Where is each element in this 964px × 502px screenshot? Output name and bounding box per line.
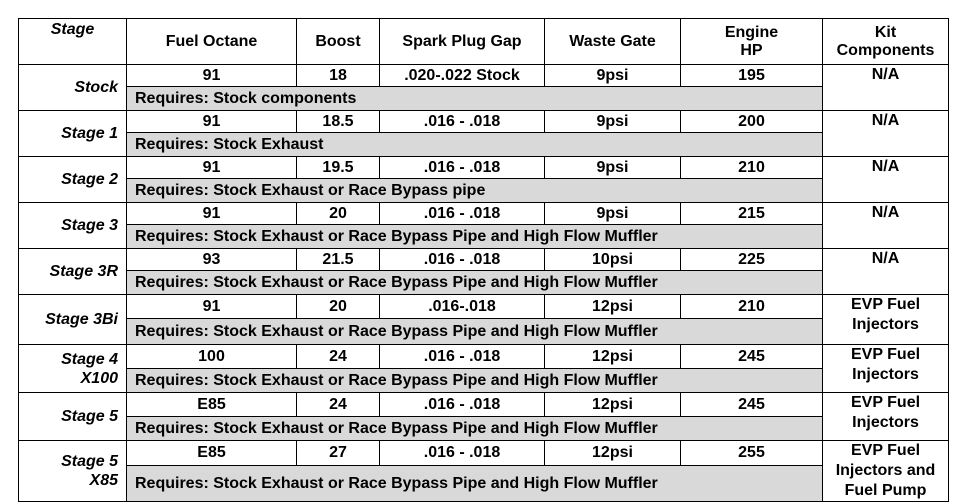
boost-cell: 21.5 [297,249,380,271]
spark-plug-gap-cell: .016 - .018 [380,111,545,133]
table-row [19,65,949,87]
requirements-cell: Requires: Stock Exhaust or Race Bypass Pipe and High Flow Muffler [127,225,823,249]
boost-cell: 19.5 [297,157,380,179]
requirements-row [19,133,949,157]
kit-components-cell [823,65,949,111]
waste-gate-cell: 9psi [545,203,681,225]
waste-gate-cell: 10psi [545,249,681,271]
fuel-octane-cell: E85 [127,441,297,466]
stage-cell [19,157,127,203]
table-row [19,111,949,133]
stage-cell [19,441,127,502]
table-row [19,441,949,466]
stage-cell [19,249,127,295]
stage-name: Stage 5 [61,453,118,470]
requirements-row [19,87,949,111]
table-row [19,393,949,417]
stage-cell [19,345,127,393]
requirements-cell: Requires: Stock components [127,87,823,111]
stage-variant: X85 [89,472,118,489]
requirements-row [19,179,949,203]
stage-table [18,18,949,502]
kit-line-1: EVP Fuel [850,296,921,313]
fuel-octane-cell: 91 [127,157,297,179]
kit-components-cell [823,249,949,295]
requirements-cell: Requires: Stock Exhaust or Race Bypass Pipe and High Flow Muffler [127,417,823,441]
header-engine-hp-line1: Engine [724,23,779,41]
stage-name: Stock [74,79,118,96]
table-row [19,249,949,271]
boost-cell: 27 [297,441,380,466]
spark-plug-gap-cell: .020-.022 Stock [380,65,545,87]
boost-cell: 24 [297,345,380,369]
header-boost: Boost [297,19,380,65]
engine-hp-cell: 195 [681,65,823,87]
requirements-cell: Requires: Stock Exhaust or Race Bypass Pipe and High Flow Muffler [127,466,823,502]
header-row [19,19,949,65]
engine-hp-cell: 245 [681,393,823,417]
table-row [19,295,949,319]
engine-hp-cell: 200 [681,111,823,133]
requirements-cell: Requires: Stock Exhaust or Race Bypass pipe [127,179,823,203]
engine-hp-cell: 215 [681,203,823,225]
kit-line-1: EVP Fuel [850,346,921,363]
header-kit-components [823,19,949,65]
spark-plug-gap-cell: .016 - .018 [380,203,545,225]
fuel-octane-cell: 91 [127,65,297,87]
stage-name: Stage 3 [61,217,118,234]
kit-components-cell [823,203,949,249]
fuel-octane-cell: 91 [127,203,297,225]
engine-hp-cell: 210 [681,295,823,319]
spark-plug-gap-cell: .016-.018 [380,295,545,319]
header-kit-line2: Components [836,41,935,59]
header-spark-plug-gap: Spark Plug Gap [380,19,545,65]
engine-hp-cell: 255 [681,441,823,466]
engine-hp-cell: 225 [681,249,823,271]
stage-cell [19,295,127,345]
waste-gate-cell: 9psi [545,65,681,87]
waste-gate-cell: 9psi [545,111,681,133]
table-row [19,345,949,369]
header-engine-hp [681,19,823,65]
spark-plug-gap-cell: .016 - .018 [380,345,545,369]
stage-table-container [18,18,948,501]
engine-hp-cell: 210 [681,157,823,179]
header-fuel-octane: Fuel Octane [127,19,297,65]
requirements-cell: Requires: Stock Exhaust [127,133,823,157]
waste-gate-cell: 12psi [545,393,681,417]
boost-cell: 18 [297,65,380,87]
kit-line-1: N/A [871,112,900,129]
kit-line-2: Injectors [852,414,919,431]
stage-variant: X100 [80,369,118,387]
kit-line-2: Injectors and [835,462,936,479]
stage-name: Stage 5 [61,408,118,425]
kit-line-1: N/A [871,204,900,221]
kit-components-cell [823,111,949,157]
header-waste-gate: Waste Gate [545,19,681,65]
waste-gate-cell: 9psi [545,157,681,179]
kit-line-2: Injectors [852,366,919,383]
boost-cell: 20 [297,295,380,319]
kit-line-1: N/A [871,250,900,267]
fuel-octane-cell: 100 [127,345,297,369]
requirements-row [19,319,949,345]
requirements-row [19,466,949,502]
stage-cell [19,393,127,441]
kit-components-cell [823,345,949,393]
table-body [19,65,949,502]
spark-plug-gap-cell: .016 - .018 [380,157,545,179]
fuel-octane-cell: 91 [127,111,297,133]
spark-plug-gap-cell: .016 - .018 [380,441,545,466]
requirements-row [19,369,949,393]
header-kit-line1: Kit [874,23,897,41]
stage-name: Stage 1 [61,125,118,142]
requirements-cell: Requires: Stock Exhaust or Race Bypass Pipe and High Flow Muffler [127,271,823,295]
stage-name: Stage 2 [61,171,118,188]
kit-line-3: Fuel Pump [844,482,927,499]
requirements-cell: Requires: Stock Exhaust or Race Bypass Pipe and High Flow Muffler [127,319,823,345]
fuel-octane-cell: 91 [127,295,297,319]
waste-gate-cell: 12psi [545,441,681,466]
kit-components-cell [823,295,949,345]
engine-hp-cell: 245 [681,345,823,369]
table-row [19,203,949,225]
kit-components-cell [823,441,949,502]
kit-components-cell [823,157,949,203]
table-row [19,157,949,179]
fuel-octane-cell: E85 [127,393,297,417]
kit-line-1: N/A [871,66,900,83]
fuel-octane-cell: 93 [127,249,297,271]
kit-line-1: EVP Fuel [850,394,921,411]
stage-name: Stage 4 [61,350,118,368]
spark-plug-gap-cell: .016 - .018 [380,249,545,271]
kit-line-1: EVP Fuel [850,442,921,459]
stage-name: Stage 3R [49,263,118,280]
stage-cell [19,111,127,157]
stage-cell [19,203,127,249]
header-stage: Stage [19,19,127,65]
boost-cell: 24 [297,393,380,417]
stage-cell [19,65,127,111]
kit-line-2: Injectors [852,316,919,333]
boost-cell: 18.5 [297,111,380,133]
kit-line-1: N/A [871,158,900,175]
waste-gate-cell: 12psi [545,345,681,369]
waste-gate-cell: 12psi [545,295,681,319]
header-engine-hp-line2: HP [740,41,763,59]
kit-components-cell [823,393,949,441]
requirements-row [19,271,949,295]
spark-plug-gap-cell: .016 - .018 [380,393,545,417]
boost-cell: 20 [297,203,380,225]
stage-name: Stage 3Bi [45,311,118,328]
requirements-row [19,417,949,441]
requirements-row [19,225,949,249]
requirements-cell: Requires: Stock Exhaust or Race Bypass Pipe and High Flow Muffler [127,369,823,393]
